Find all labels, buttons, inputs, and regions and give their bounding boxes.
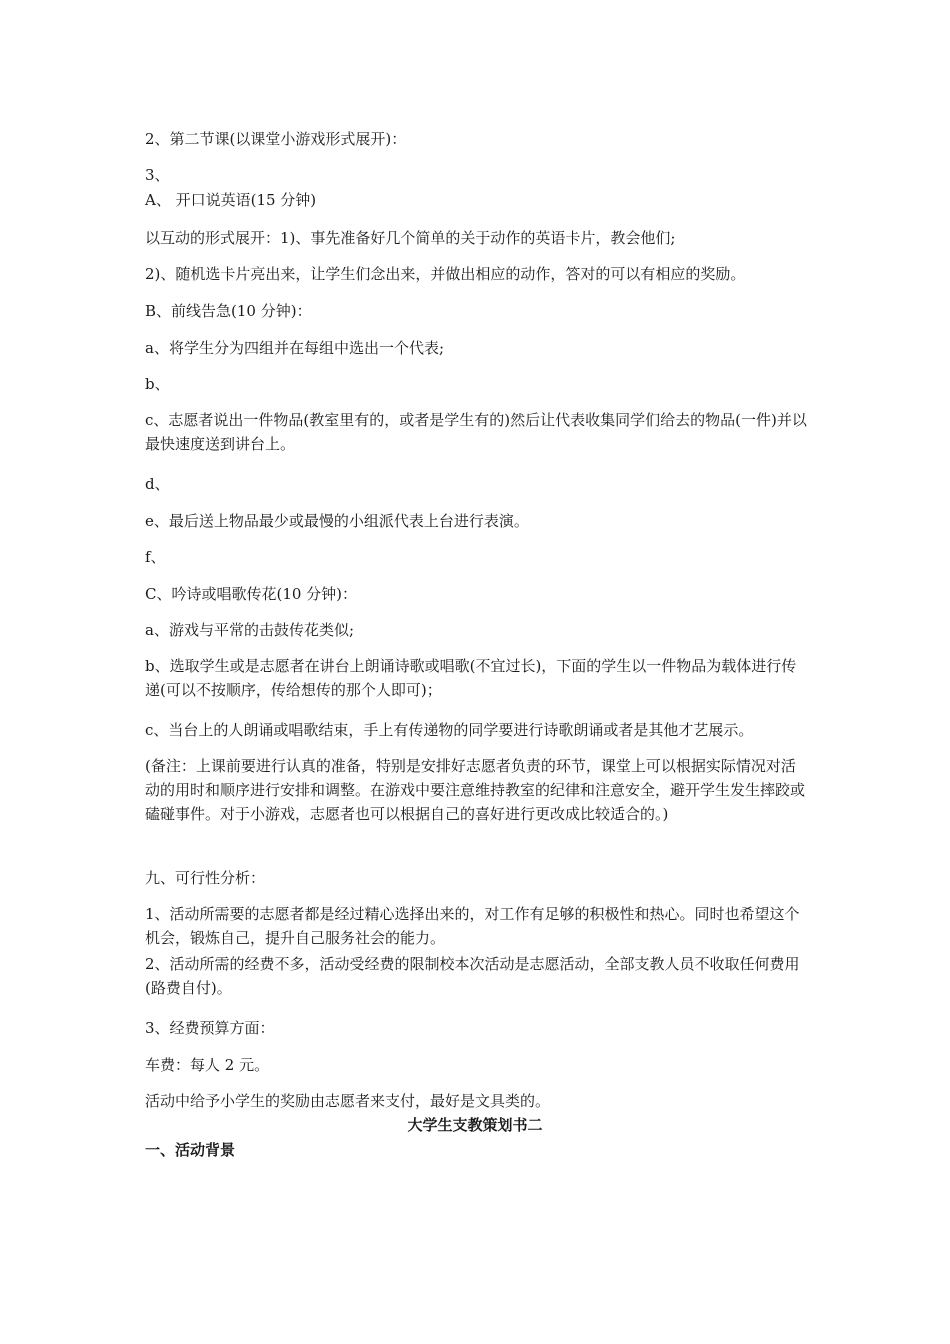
paragraph: 车费：每人 2 元。 — [145, 1056, 270, 1074]
paragraph: A、 开口说英语(15 分钟) — [145, 191, 317, 209]
paragraph: c、当台上的人朗诵或唱歌结束，手上有传递物的同学要进行诗歌朗诵或者是其他才艺展示。 — [145, 721, 754, 739]
paragraph: 2、第二节课(以课堂小游戏形式展开)： — [145, 130, 407, 148]
paragraph: d、 — [145, 475, 170, 493]
paragraph: 1、活动所需要的志愿者都是经过精心选择出来的，对工作有足够的积极性和热心。同时也希望这个机会，锻炼自己，提升自己服务社会的能力。 — [145, 905, 800, 947]
paragraph: e、最后送上物品最少或最慢的小组派代表上台进行表演。 — [145, 512, 529, 530]
paragraph: 3、经费预算方面： — [145, 1019, 275, 1037]
section-heading: 一、活动背景 — [145, 1141, 236, 1159]
document-title: 大学生支教策划书二 — [407, 1116, 543, 1134]
paragraph: B、前线告急(10 分钟)： — [145, 302, 312, 320]
paragraph: C、吟诗或唱歌传花(10 分钟)： — [145, 585, 358, 603]
paragraph: 以互动的形式展开：1)、事先准备好几个简单的关于动作的英语卡片，教会他们; — [145, 229, 676, 247]
paragraph: b、 — [145, 375, 170, 393]
paragraph: 2)、随机选卡片亮出来，让学生们念出来，并做出相应的动作，答对的可以有相应的奖励。 — [145, 265, 746, 283]
paragraph: (备注：上课前要进行认真的准备，特别是安排好志愿者负责的环节，课堂上可以根据实际情况对活动的用时和顺序进行安排和调整。在游戏中要注意维持教室的纪律和注意安全，避开学生发生摔跤或磕碰事件。对于小游戏，志愿者也可以根据自己的喜好进行更改成比较适合的。) — [145, 757, 806, 823]
paragraph: 活动中给予小学生的奖励由志愿者来支付，最好是文具类的。 — [145, 1092, 551, 1110]
paragraph: 2、活动所需的经费不多，活动受经费的限制校本次活动是志愿活动，全部支教人员不收取任何费用(路费自付)。 — [145, 955, 800, 997]
paragraph: 3、 — [145, 166, 170, 184]
paragraph: c、志愿者说出一件物品(教室里有的，或者是学生有的)然后让代表收集同学们给去的物品(一件)并以最快速度送到讲台上。 — [145, 411, 807, 453]
paragraph: b、选取学生或是志愿者在讲台上朗诵诗歌或唱歌(不宜过长)，下面的学生以一件物品为载体进行传递(可以不按顺序，传给想传的那个人即可)； — [145, 657, 797, 699]
paragraph: f、 — [145, 548, 166, 566]
section-heading: 九、可行性分析： — [145, 869, 266, 887]
paragraph: a、将学生分为四组并在每组中选出一个代表; — [145, 339, 444, 357]
paragraph: a、游戏与平常的击鼓传花类似; — [145, 621, 354, 639]
